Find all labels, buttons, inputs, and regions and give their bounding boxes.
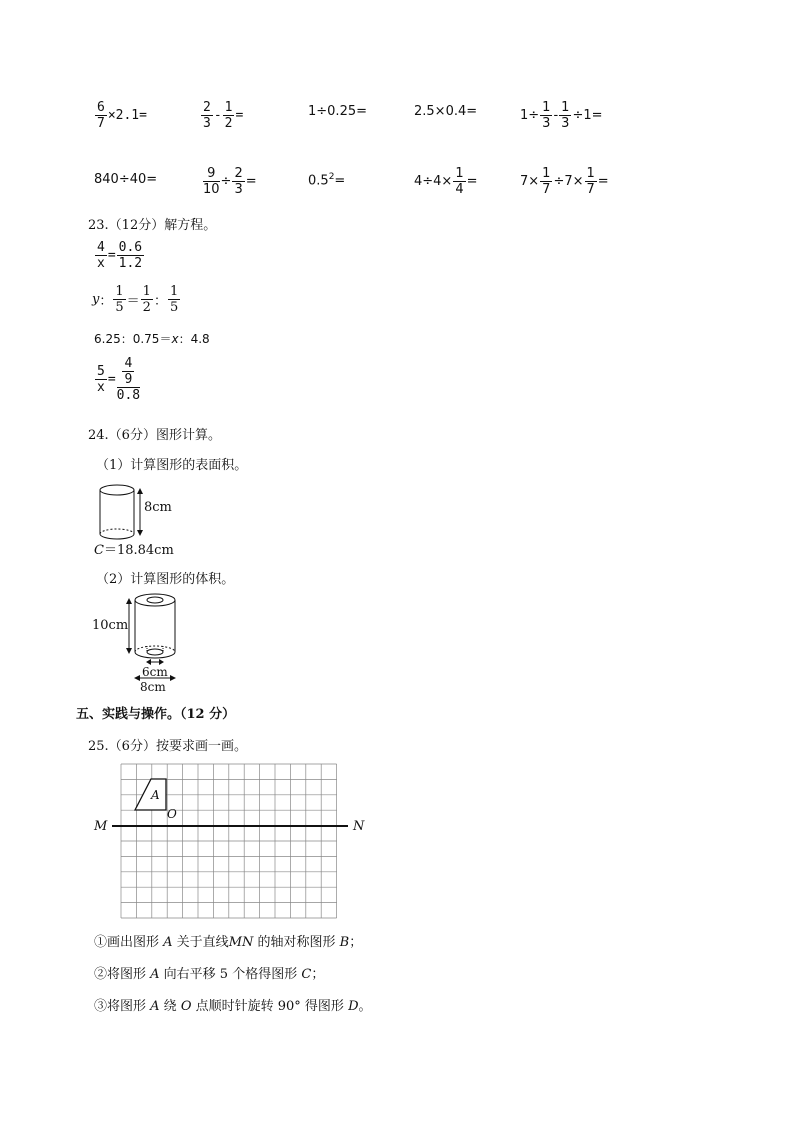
- inner-top: [147, 597, 163, 603]
- grid-figure: [90, 760, 380, 920]
- calc-row2-item2: $\frac{9}{10}$ ÷ $\frac{2}{3}$ =: [203, 166, 257, 197]
- fig2-inner-label: 6cm: [142, 665, 168, 679]
- arrowhead-top: [126, 598, 132, 604]
- label-o: O: [167, 807, 177, 821]
- label-a: A: [151, 788, 160, 802]
- calc-row2-item1: 840÷40=: [94, 172, 158, 187]
- cylinder-top: [100, 485, 134, 495]
- calc-row1-item4: 2.5×0.4=: [414, 104, 478, 119]
- calc-row1-item2: $\frac{2}{3}$ - $\frac{1}{2}$ =: [203, 100, 244, 131]
- section-5-heading: 五、实践与操作。（12 分）: [76, 707, 236, 722]
- outer-top: [135, 594, 175, 606]
- equation-2: y： $\frac{1}{5}$ ＝ $\frac{1}{2}$ ： $\frac{1}{5}$: [92, 284, 179, 315]
- calc-row2-item3: $0.5^2=$: [308, 172, 346, 189]
- q24-part2: （2）计算图形的体积。: [96, 572, 235, 587]
- instruction-3: ③将图形 A 绕 O 点顺时针旋转 90° 得图形 D。: [94, 999, 372, 1014]
- instruction-2: ②将图形 A 向右平移 5 个格得图形 C；: [94, 967, 325, 982]
- arrowhead-bottom: [137, 530, 143, 536]
- fig1-circumference-label: C＝18.84cm: [94, 543, 174, 558]
- calc-row1-item3: 1÷0.25=: [308, 104, 368, 119]
- calc-row2-item5: 7× $\frac{1}{7}$ ÷7× $\frac{1}{7}$ =: [520, 166, 609, 197]
- fig1-height-label: 8cm: [144, 500, 172, 515]
- equation-1: $\frac{4}{x}$ = $\frac{0.6}{1.2}$: [97, 240, 143, 271]
- label-m: M: [94, 819, 108, 834]
- outer-arrow-right: [170, 675, 176, 681]
- fig2-height-label: 10cm: [92, 618, 129, 633]
- instruction-1: ①画出图形 A 关于直线MN 的轴对称图形 B；: [94, 935, 363, 950]
- arrowhead-bottom: [126, 648, 132, 654]
- arrowhead-top: [137, 488, 143, 494]
- question-24-title: 24.（6分）图形计算。: [88, 428, 221, 443]
- question-25-title: 25.（6分）按要求画一画。: [88, 739, 247, 754]
- cylinder-bottom-back: [100, 529, 134, 534]
- calc-row1-item1: $\frac{6}{7}$ ×2.1=: [97, 100, 147, 131]
- fig2-outer-label: 8cm: [140, 680, 166, 694]
- calc-row1-item5: 1÷ $\frac{1}{3}$ - $\frac{1}{3}$ ÷1=: [520, 100, 603, 131]
- equation-4: $\frac{5}{x}$ = $\frac{\frac{4}{9}}{0.8}$: [97, 356, 141, 403]
- calc-row2-item4: 4÷4× $\frac{1}{4}$ =: [414, 166, 478, 197]
- q24-part1: （1）计算图形的表面积。: [96, 458, 248, 473]
- fraction: $\frac{6}{7}$: [97, 100, 105, 131]
- question-23-title: 23.（12分）解方程。: [88, 218, 217, 233]
- inner-bottom: [147, 649, 163, 655]
- equation-3: 6.25：0.75＝x：4.8: [94, 332, 210, 346]
- label-n: N: [353, 819, 365, 834]
